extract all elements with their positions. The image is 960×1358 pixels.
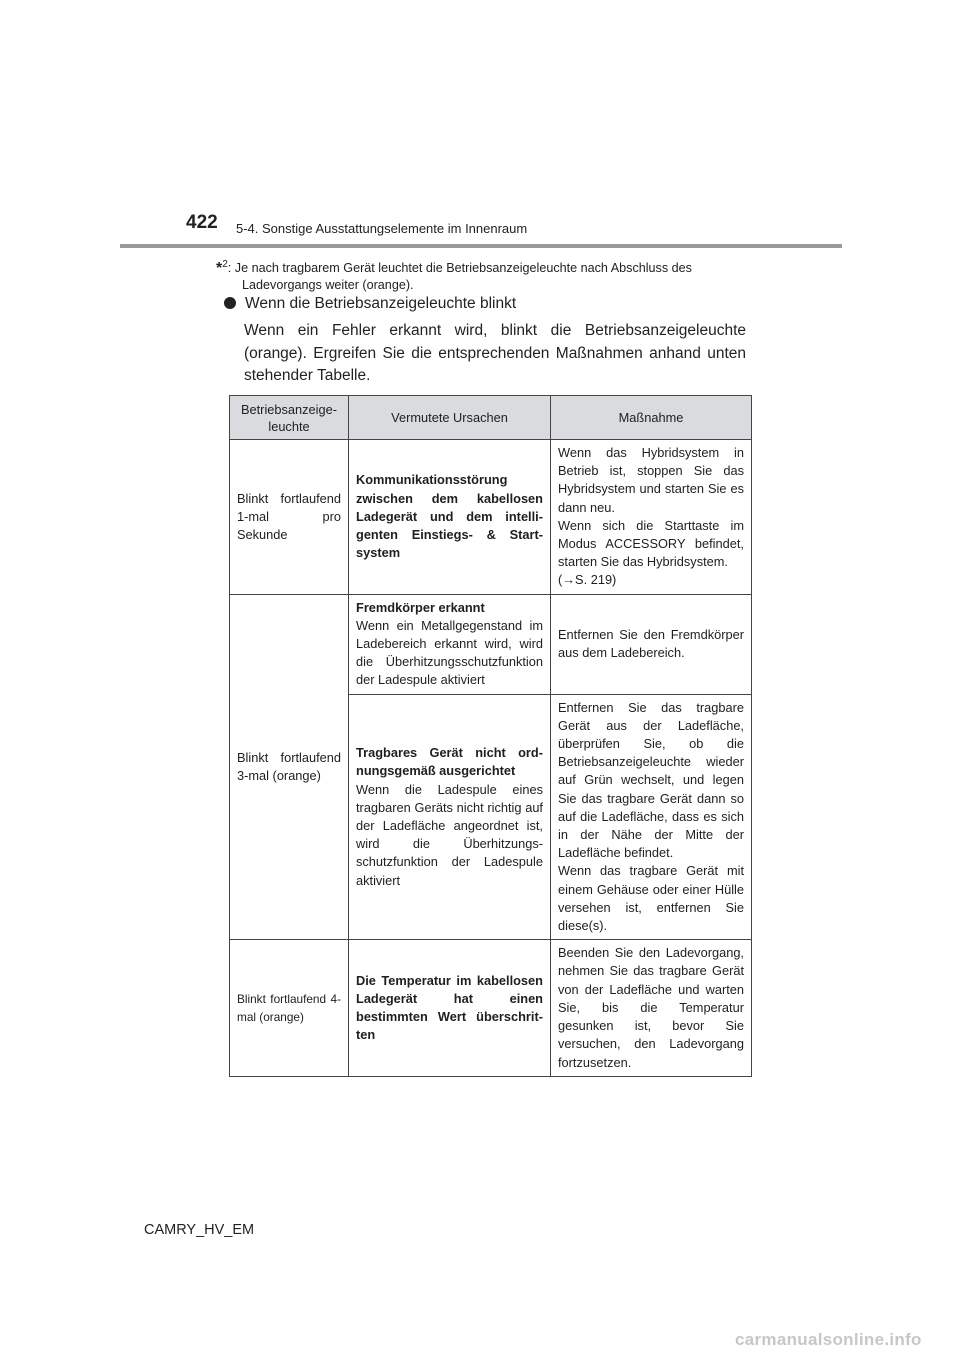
footnote-text-line2: Ladevorgangs weiter (orange). <box>242 278 414 292</box>
table-row <box>230 440 752 595</box>
action-text: Wenn das Hybridsystem in Betrieb ist, stoppen Sie das Hybridsystem und starten Sie es dann neu. <box>558 445 744 515</box>
table-row <box>230 940 752 1076</box>
action-cell <box>551 694 752 940</box>
header-rule <box>120 244 842 248</box>
indicator-table <box>229 395 752 1077</box>
header-indicator-line2: leuchte <box>268 418 310 434</box>
table-row <box>230 594 752 694</box>
footnote-text-line1: : Je nach tragbarem Gerät leuchtet die Betriebsanzeigeleuchte nach Abschluss des <box>227 261 692 275</box>
cause-cell <box>349 694 551 940</box>
cause-cell: Kommunikationsstörung zwischen dem kabellosen Ladegerät und dem intelligenten Einstiegs- & Startsystem <box>349 440 551 595</box>
footnote-number: 2 <box>222 259 228 270</box>
indicator-cell: Blinkt fortlaufend 4-mal (orange) <box>230 940 349 1076</box>
cause-cell <box>349 594 551 694</box>
bullet-heading <box>224 295 516 313</box>
bullet-heading-text: Wenn die Betriebsanzeigeleuchte blinkt <box>245 295 517 312</box>
doc-code: CAMRY_HV_EM <box>144 1222 255 1238</box>
section-title: 5-4. Sonstige Ausstattungselemente im Innenraum <box>236 221 528 236</box>
page-number: 422 <box>186 212 218 233</box>
footnote-marker: * <box>216 260 223 277</box>
bullet-dot-icon <box>224 297 236 309</box>
footnote <box>216 256 746 294</box>
page-reference: (→S. 219) <box>558 572 617 588</box>
cause-text: Wenn ein Metallgegenstand im Ladebereich erkannt wird, wird die Überhitzungsschutzfunktion der Ladespule aktiviert <box>356 617 543 688</box>
header-indicator <box>230 396 349 440</box>
table-header-row <box>230 396 752 440</box>
cause-text: Wenn die Ladespule eines tragbaren Geräts nicht richtig auf der Ladefläche angeordnet ist, wird die Überhitzungsschutzfunktion der Ladespule aktiviert <box>356 781 543 888</box>
header-indicator-line1: Betriebsanzeige- <box>240 401 338 417</box>
action-cell <box>551 440 752 595</box>
header-action: Maßnahme <box>551 396 752 440</box>
action-text-2: Wenn sich die Starttaste im Modus ACCESSORY befindet, starten Sie das Hybridsystem. <box>558 517 744 570</box>
action-cell: Beenden Sie den Ladevorgang, nehmen Sie das tragbare Gerät von der Ladefläche und warten Sie, bis die Temperatur gesunken ist, bevor Sie versuchen, den Ladevorgang fortzusetzen. <box>551 940 752 1076</box>
watermark: carmanualsonline.info <box>735 1330 922 1349</box>
action-text: Entfernen Sie das tragbare Gerät aus der Ladefläche, überprüfen Sie, ob die Betriebsanzeigeleuchte wieder auf Grün wechselt, und legen Sie das tragbare Gerät dann so auf die Ladefläche, dass es sich in der Nähe der Mitte der Ladefläche befindet. <box>558 699 744 861</box>
bullet-paragraph: Wenn ein Fehler erkannt wird, blinkt die Betriebsanzeigeleuchte (orange). Ergreifen Sie die entsprechenden Maßnahmen anhand unten stehender Tabelle. <box>244 322 746 384</box>
indicator-cell: Blinkt fortlaufend 1-mal pro Sekunde <box>230 440 349 595</box>
header-cause: Vermutete Ursachen <box>349 396 551 440</box>
indicator-cell: Blinkt fortlaufend 3-mal (orange) <box>230 594 349 940</box>
cause-cell: Die Temperatur im kabellosen Ladegerät hat einen bestimmten Wert überschritten <box>349 940 551 1076</box>
cause-title: Fremdkörper erkannt <box>356 599 485 615</box>
action-cell: Entfernen Sie den Fremdkörper aus dem Ladebereich. <box>551 594 752 694</box>
cause-title: Tragbares Gerät nicht ordnungsgemäß ausgerichtet <box>356 745 543 779</box>
action-text-2: Wenn das tragbare Gerät mit einem Gehäuse oder einer Hülle versehen ist, entfernen Sie diese(s). <box>558 863 744 934</box>
